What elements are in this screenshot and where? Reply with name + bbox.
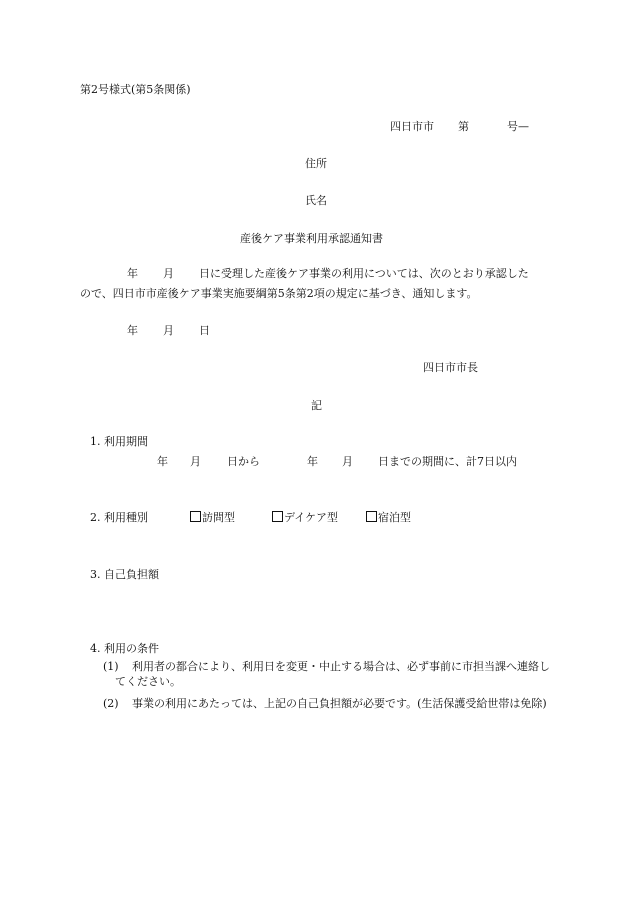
option-visit[interactable] — [190, 510, 235, 525]
body-year: 年 — [127, 267, 138, 280]
option-daycare[interactable] — [272, 510, 338, 525]
section1-until: 日までの期間に、計7日以内 — [378, 455, 517, 468]
body-line2: ので、四日市市産後ケア事業実施要綱第5条第2項の規定に基づき、通知します。 — [80, 287, 478, 300]
body-month: 月 — [163, 267, 174, 280]
reference-dai: 第 — [458, 120, 469, 133]
reference-go: 号— — [507, 120, 529, 133]
body-day-prefix: 日 — [199, 267, 210, 280]
condition2-num: (2) — [103, 697, 119, 710]
date-month: 月 — [163, 324, 174, 337]
option-stay-label: 宿泊型 — [378, 511, 411, 524]
body-line1: に受理した産後ケア事業の利用については、次のとおり承認した — [210, 267, 529, 280]
section1-year1: 年 — [157, 455, 168, 468]
document-title: 産後ケア事業利用承認通知書 — [240, 232, 383, 245]
condition2-text: 事業の利用にあたっては、上記の自己負担額が必要です。(生活保護受給世帯は免除) — [132, 697, 547, 710]
ki-heading: 記 — [311, 399, 322, 412]
checkbox-visit[interactable] — [190, 511, 201, 522]
section4-label: 4. 利用の条件 — [90, 642, 159, 655]
option-daycare-label: デイケア型 — [284, 511, 339, 524]
checkbox-daycare[interactable] — [272, 511, 283, 522]
reference-city: 四日市市 — [390, 120, 434, 133]
date-day: 日 — [199, 324, 210, 337]
name-label: 氏名 — [305, 194, 327, 207]
section3-label: 3. 自己負担額 — [90, 568, 159, 581]
issuer: 四日市市長 — [423, 361, 478, 374]
section1-month2: 月 — [342, 455, 353, 468]
address-label: 住所 — [305, 157, 327, 170]
form-label: 第2号様式(第5条関係) — [80, 83, 191, 96]
section1-label: 1. 利用期間 — [90, 435, 148, 448]
section1-month1: 月 — [190, 455, 201, 468]
section1-year2: 年 — [307, 455, 318, 468]
checkbox-stay[interactable] — [366, 511, 377, 522]
condition1-num: (1) — [103, 660, 119, 673]
condition1-text: 利用者の都合により、利用日を変更・中止する場合は、必ず事前に市担当課へ連絡してください。 — [115, 660, 550, 689]
section1-from: 日から — [227, 455, 260, 468]
date-year: 年 — [127, 324, 138, 337]
option-stay[interactable] — [366, 510, 411, 525]
section2-label: 2. 利用種別 — [90, 511, 148, 524]
option-visit-label: 訪問型 — [202, 511, 235, 524]
